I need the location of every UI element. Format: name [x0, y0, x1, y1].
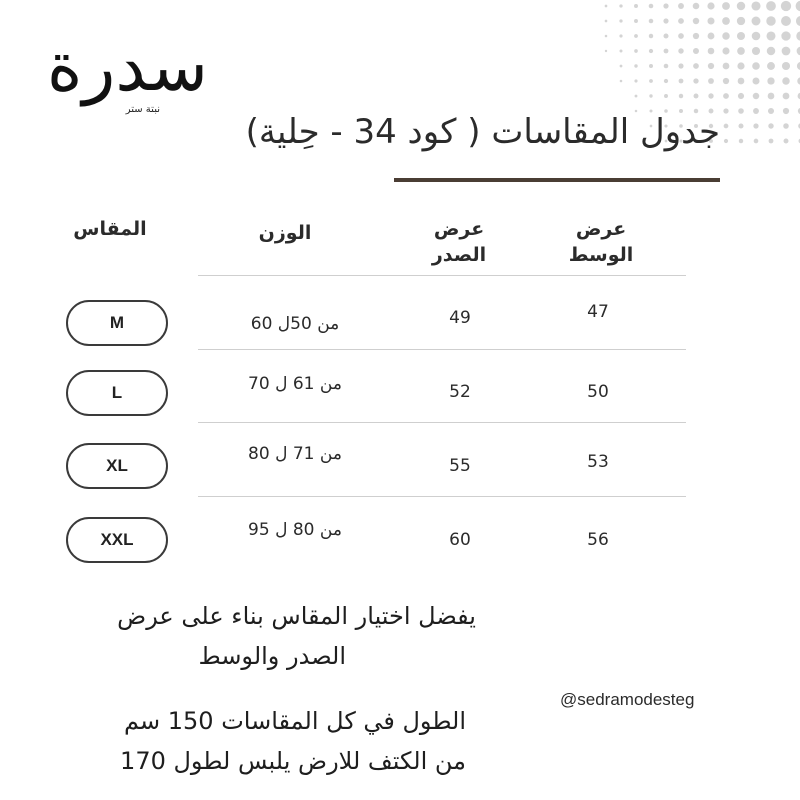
size-badge-l: L [66, 370, 168, 416]
pattern-dot [649, 34, 653, 38]
pattern-dot [679, 94, 683, 98]
pattern-dot [767, 62, 775, 70]
pattern-dot [664, 94, 668, 98]
pattern-dot [620, 65, 623, 68]
pattern-dot [708, 63, 714, 69]
title-underline [394, 178, 720, 182]
pattern-dot [605, 5, 608, 8]
pattern-dot [708, 33, 715, 40]
pattern-dot [752, 32, 761, 41]
pattern-dot [753, 93, 759, 99]
pattern-dot [782, 62, 790, 70]
pattern-dot [693, 3, 700, 10]
pattern-dot [768, 108, 774, 114]
note-length-cont: من الكتف للارض يلبس لطول 170 [120, 747, 466, 775]
pattern-dot [664, 79, 668, 83]
header-weight: الوزن [258, 222, 312, 244]
pattern-dot [752, 77, 759, 84]
pattern-dot [664, 64, 669, 69]
pattern-dot [796, 1, 800, 12]
header-size: المقاس [73, 218, 147, 240]
pattern-dot [722, 17, 730, 25]
pattern-dot [634, 19, 638, 23]
pattern-dot [723, 93, 729, 99]
social-handle: @sedramodesteg [560, 690, 695, 709]
pattern-dot [752, 62, 760, 70]
pattern-dot [781, 31, 790, 40]
waist-width-m: 47 [587, 302, 609, 322]
pattern-dot [664, 49, 669, 54]
waist-width-xl: 53 [587, 452, 609, 472]
pattern-dot [678, 48, 683, 53]
waist-width-xxl: 56 [587, 530, 609, 550]
pattern-dot [738, 123, 743, 128]
pattern-dot [722, 47, 729, 54]
pattern-dot [783, 93, 790, 100]
table-divider [198, 496, 686, 497]
pattern-dot [781, 16, 791, 26]
pattern-dot [737, 62, 744, 69]
pattern-dot [782, 77, 789, 84]
pattern-dot [724, 139, 728, 143]
pattern-dot [663, 33, 668, 38]
pattern-dot [753, 108, 759, 114]
pattern-dot [619, 49, 622, 52]
pattern-dot [634, 64, 637, 67]
pattern-dot [634, 49, 638, 53]
pattern-dot [724, 124, 729, 129]
brand-logo: سدرة [46, 28, 208, 107]
pattern-dot [737, 47, 745, 55]
pattern-dot [679, 79, 684, 84]
table-divider [198, 422, 686, 423]
pattern-dot [796, 31, 800, 40]
brand-tagline: نبتة ستر [125, 104, 160, 115]
chest-width-xl: 55 [449, 456, 471, 476]
pattern-dot [752, 17, 761, 26]
pattern-dot [723, 78, 729, 84]
pattern-dot [737, 32, 745, 40]
weight-range-m: من 50ل 60 [250, 314, 340, 334]
pattern-dot [722, 32, 729, 39]
pattern-dot [752, 47, 760, 55]
pattern-dot [663, 3, 668, 8]
pattern-dot [693, 63, 699, 69]
chest-width-xxl: 60 [449, 530, 471, 550]
pattern-dot [693, 18, 699, 24]
pattern-dot [722, 2, 730, 10]
size-badge-xxl: XXL [66, 517, 168, 563]
pattern-dot [693, 48, 699, 54]
pattern-dot [605, 35, 608, 38]
chest-width-l: 52 [449, 382, 471, 402]
pattern-dot [738, 93, 744, 99]
pattern-dot [766, 1, 776, 11]
pattern-dot [768, 93, 775, 100]
pattern-dot [649, 19, 654, 24]
pattern-dot [678, 33, 684, 39]
pattern-dot [693, 78, 698, 83]
pattern-dot [678, 18, 684, 24]
pattern-dot [783, 123, 789, 129]
pattern-dot [783, 108, 789, 114]
pattern-dot [708, 48, 715, 55]
pattern-dot [782, 47, 791, 56]
pattern-dot [738, 78, 745, 85]
pattern-dot [619, 34, 622, 37]
weight-range-xxl: من 80 ل 95 [248, 520, 342, 540]
pattern-dot [766, 31, 775, 40]
size-badge-m: M [66, 300, 168, 346]
pattern-dot [738, 108, 744, 114]
pattern-dot [649, 49, 653, 53]
pattern-dot [723, 63, 730, 70]
pattern-dot [737, 17, 745, 25]
pattern-dot [737, 2, 745, 10]
header-chest-width: عرض الصدر [431, 218, 487, 266]
pattern-dot [769, 139, 774, 144]
pattern-dot [781, 1, 791, 11]
pattern-dot [620, 80, 623, 83]
pattern-dot [767, 77, 774, 84]
pattern-dot [634, 79, 637, 82]
note-length: الطول في كل المقاسات 150 سم [124, 707, 466, 735]
weight-range-xl: من 71 ل 80 [248, 444, 342, 464]
header-waist-width: عرض الوسط [568, 218, 634, 266]
pattern-dot [707, 2, 714, 9]
pattern-dot [678, 63, 683, 68]
pattern-dot [708, 93, 713, 98]
pattern-dot [707, 17, 714, 24]
pattern-dot [784, 139, 789, 144]
chest-width-m: 49 [449, 308, 471, 328]
pattern-dot [754, 139, 759, 144]
pattern-dot [797, 47, 800, 56]
size-badge-xl: XL [66, 443, 168, 489]
pattern-dot [796, 16, 800, 26]
pattern-dot [649, 79, 653, 83]
pattern-dot [766, 16, 775, 25]
pattern-dot [723, 108, 728, 113]
pattern-dot [634, 4, 638, 8]
pattern-dot [693, 33, 699, 39]
pattern-dot [739, 139, 743, 143]
pattern-dot [649, 4, 654, 9]
pattern-dot [649, 94, 652, 97]
waist-width-l: 50 [587, 382, 609, 402]
pattern-dot [708, 78, 714, 84]
pattern-dot [605, 20, 608, 23]
pattern-dot [768, 123, 773, 128]
table-divider [198, 275, 686, 276]
weight-range-l: من 61 ل 70 [248, 374, 342, 394]
page-title: جدول المقاسات ( كود 34 - حِلية) [245, 112, 720, 152]
pattern-dot [649, 64, 653, 68]
pattern-dot [634, 34, 638, 38]
table-divider [198, 349, 686, 350]
pattern-dot [767, 47, 775, 55]
pattern-dot [678, 3, 684, 9]
note-size-advice-cont: الصدر والوسط [198, 642, 346, 670]
pattern-dot [694, 94, 699, 99]
pattern-dot [619, 4, 622, 7]
pattern-dot [619, 19, 622, 22]
pattern-dot [605, 50, 607, 52]
note-size-advice: يفضل اختيار المقاس بناء على عرض [117, 602, 476, 630]
pattern-dot [753, 123, 758, 128]
pattern-dot [663, 18, 668, 23]
pattern-dot [751, 1, 760, 10]
pattern-dot [635, 95, 638, 98]
